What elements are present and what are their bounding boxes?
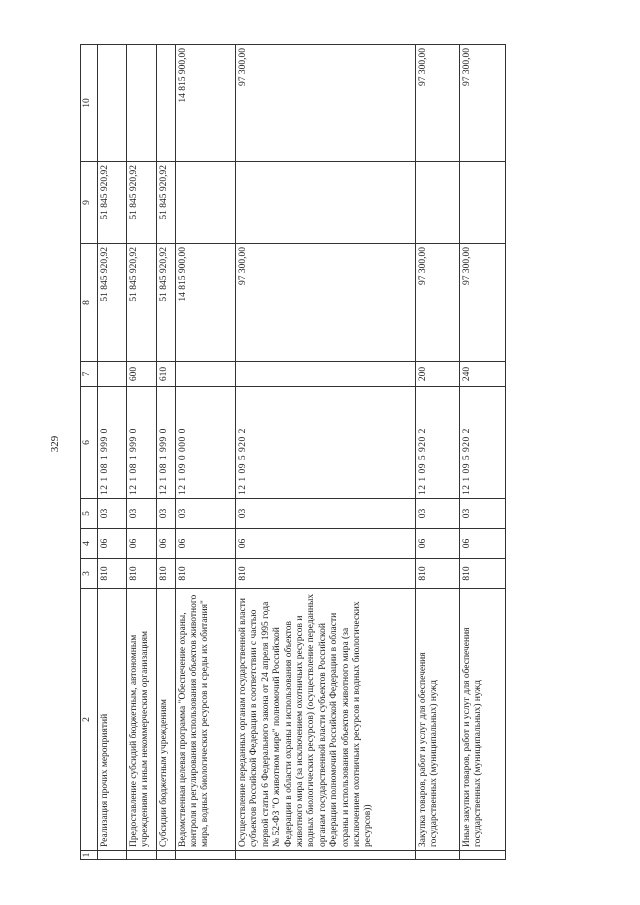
cell-col-10: 97 300,00	[415, 45, 459, 162]
table-row	[459, 45, 505, 860]
rotated-page	[80, 45, 506, 860]
header-cell: 1	[81, 851, 98, 860]
cell-col-7: 240	[459, 362, 505, 387]
cell-col-5: 03	[157, 499, 176, 529]
cell-col-4: 06	[126, 529, 156, 559]
cell-col-9: 51 845 920,92	[126, 162, 156, 244]
header-cell: 8	[81, 244, 98, 362]
cell-col-8: 97 300,00	[236, 244, 416, 362]
header-row	[81, 45, 98, 860]
cell-col-4: 06	[175, 529, 235, 559]
cell-col-10	[98, 45, 127, 162]
table-row	[236, 45, 416, 860]
header-cell: 2	[81, 589, 98, 851]
cell-col-9	[175, 162, 235, 244]
budget-table	[80, 44, 506, 860]
cell-col-5: 03	[175, 499, 235, 529]
cell-col-6: 12 1 09 5 920 2	[236, 387, 416, 499]
cell-col-6: 12 1 09 0 000 0	[175, 387, 235, 499]
table-row	[175, 45, 235, 860]
cell-col-8: 97 300,00	[459, 244, 505, 362]
cell-col-9: 51 845 920,92	[157, 162, 176, 244]
header-cell: 6	[81, 387, 98, 499]
cell-col-2: Субсидии бюджетным учреждениям	[157, 589, 176, 851]
cell-col-3: 810	[459, 559, 505, 589]
header-cell: 9	[81, 162, 98, 244]
cell-col-6: 12 1 08 1 999 0	[157, 387, 176, 499]
cell-col-7: 610	[157, 362, 176, 387]
cell-col-3: 810	[98, 559, 127, 589]
cell-col-5: 03	[459, 499, 505, 529]
cell-col-6: 12 1 08 1 999 0	[98, 387, 127, 499]
table-row	[415, 45, 459, 860]
row-marker-cell	[157, 851, 176, 860]
row-marker-cell	[415, 851, 459, 860]
cell-col-2: Реализация прочих мероприятий	[98, 589, 127, 851]
cell-col-4: 06	[98, 529, 127, 559]
header-cell: 5	[81, 499, 98, 529]
row-marker-cell	[126, 851, 156, 860]
cell-col-2: Закупка товаров, работ и услуг для обеспечения государственных (муниципальных) нужд	[415, 589, 459, 851]
cell-col-5: 03	[126, 499, 156, 529]
cell-col-7	[98, 362, 127, 387]
cell-col-6: 12 1 09 5 920 2	[415, 387, 459, 499]
cell-col-9: 51 845 920,92	[98, 162, 127, 244]
page-number: 329	[49, 435, 61, 453]
cell-col-5: 03	[415, 499, 459, 529]
row-marker-cell	[459, 851, 505, 860]
cell-col-3: 810	[236, 559, 416, 589]
cell-col-10	[157, 45, 176, 162]
cell-col-4: 06	[459, 529, 505, 559]
cell-col-6: 12 1 08 1 999 0	[126, 387, 156, 499]
cell-col-3: 810	[157, 559, 176, 589]
cell-col-7	[236, 362, 416, 387]
cell-col-3: 810	[126, 559, 156, 589]
header-cell: 10	[81, 45, 98, 162]
cell-col-7: 600	[126, 362, 156, 387]
cell-col-3: 810	[175, 559, 235, 589]
cell-col-10: 97 300,00	[236, 45, 416, 162]
row-marker-cell	[175, 851, 235, 860]
header-cell: 7	[81, 362, 98, 387]
cell-col-2: Иные закупки товаров, работ и услуг для обеспечения государственных (муниципальных) нужд	[459, 589, 505, 851]
cell-col-8: 97 300,00	[415, 244, 459, 362]
cell-col-10: 97 300,00	[459, 45, 505, 162]
row-marker-cell	[98, 851, 127, 860]
cell-col-4: 06	[236, 529, 416, 559]
cell-col-2: Осуществление переданных органам государственной власти субъектов Российской Федерации в соответствии с частью первой статьи 6 Федерального закона от 24 апреля 1995 года № 52-ФЗ "О животном мире" полномочий Российской Федерации в области охраны и использования объектов животного мира (за исключением охотничьих ресурсов и водных биологических ресурсов) (осуществление переданных органам государственной власти субъектов Российской Федерации полномочий Российской Федерации в области охраны и использования объектов животного мира (за исключением охотничьих ресурсов и водных биологических ресурсов))	[236, 589, 416, 851]
table-row	[98, 45, 127, 860]
cell-col-10: 14 815 900,00	[175, 45, 235, 162]
cell-col-5: 03	[236, 499, 416, 529]
cell-col-9	[415, 162, 459, 244]
cell-col-8: 51 845 920,92	[157, 244, 176, 362]
cell-col-9	[459, 162, 505, 244]
cell-col-4: 06	[157, 529, 176, 559]
cell-col-9	[236, 162, 416, 244]
cell-col-7	[175, 362, 235, 387]
table-row	[126, 45, 156, 860]
cell-col-6: 12 1 09 5 920 2	[459, 387, 505, 499]
cell-col-10	[126, 45, 156, 162]
cell-col-8: 51 845 920,92	[126, 244, 156, 362]
cell-col-8: 14 815 900,00	[175, 244, 235, 362]
header-cell: 4	[81, 529, 98, 559]
cell-col-4: 06	[415, 529, 459, 559]
cell-col-5: 03	[98, 499, 127, 529]
cell-col-2: Ведомственная целевая программа "Обеспечение охраны, контроля и регулирования использования объектов животного мира, водных биологических ресурсов и среды их обитания"	[175, 589, 235, 851]
cell-col-2: Предоставление субсидий бюджетным, автономным учреждениям и иным некоммерческим организациям	[126, 589, 156, 851]
cell-col-8: 51 845 920,92	[98, 244, 127, 362]
cell-col-3: 810	[415, 559, 459, 589]
cell-col-7: 200	[415, 362, 459, 387]
row-marker-cell	[236, 851, 416, 860]
table-row	[157, 45, 176, 860]
header-cell: 3	[81, 559, 98, 589]
